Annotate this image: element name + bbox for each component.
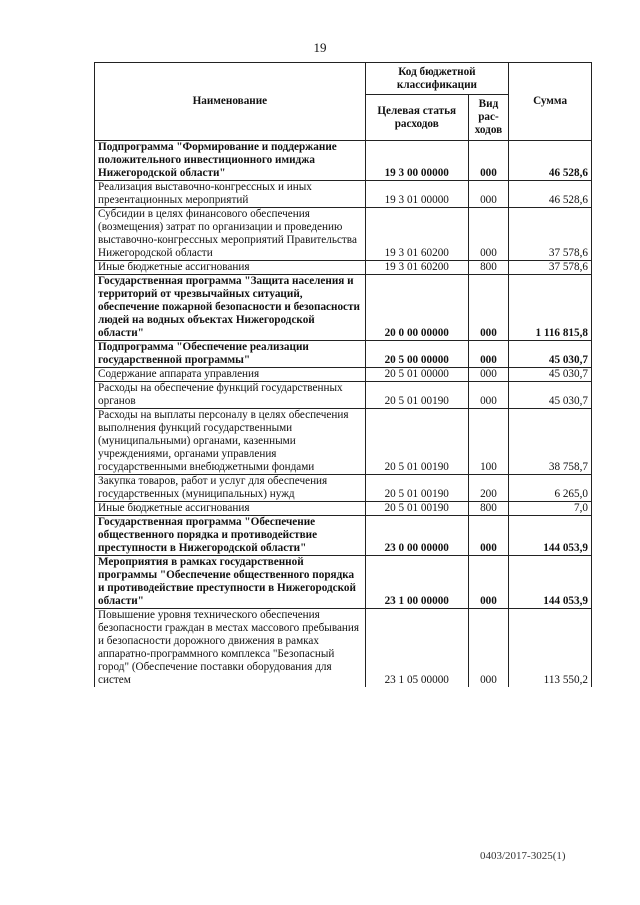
header-code-group: Код бюджетной классификации — [365, 63, 508, 95]
table-row — [95, 368, 592, 382]
header-expense-type: Вид рас-ходов — [468, 95, 508, 141]
header-name: Наименование — [95, 63, 366, 141]
row-sum-cell: 45 030,7 — [509, 368, 592, 382]
budget-table — [94, 62, 592, 687]
row-sum-cell: 7,0 — [509, 502, 592, 516]
table-row — [95, 475, 592, 502]
row-name-cell: Повышение уровня технического обеспечения безопасности граждан в местах массового пребывания и безопасности дорожного движения в рамках аппаратно-программного комплекса "Безопасный город" (Обеспечение поставки оборудования для систем — [95, 609, 366, 688]
row-expense-type-cell: 000 — [468, 208, 508, 261]
row-target-article-cell: 20 5 00 00000 — [365, 341, 468, 368]
row-sum-cell: 38 758,7 — [509, 409, 592, 475]
table-header — [95, 63, 592, 141]
table-row — [95, 208, 592, 261]
row-target-article-cell: 20 5 01 00190 — [365, 475, 468, 502]
row-expense-type-cell: 000 — [468, 516, 508, 556]
row-name-cell: Иные бюджетные ассигнования — [95, 502, 366, 516]
row-expense-type-cell: 000 — [468, 275, 508, 341]
row-name-cell: Субсидии в целях финансового обеспечения (возмещения) затрат по организации и проведению выставочно-конгрессных мероприятий Правительства Нижегородской области — [95, 208, 366, 261]
row-name-cell: Закупка товаров, работ и услуг для обеспечения государственных (муниципальных) нужд — [95, 475, 366, 502]
header-target-article: Целевая статья расходов — [365, 95, 468, 141]
row-expense-type-cell: 000 — [468, 382, 508, 409]
row-expense-type-cell: 000 — [468, 609, 508, 688]
row-target-article-cell: 23 1 05 00000 — [365, 609, 468, 688]
row-sum-cell: 37 578,6 — [509, 261, 592, 275]
page-number: 19 — [313, 40, 327, 55]
row-sum-cell: 45 030,7 — [509, 341, 592, 368]
row-sum-cell: 46 528,6 — [509, 141, 592, 181]
row-sum-cell: 144 053,9 — [509, 556, 592, 609]
table-row — [95, 181, 592, 208]
row-name-cell: Расходы на выплаты персоналу в целях обеспечения выполнения функций государственными (муниципальными) органами, казенными учреждениями, органами управления государственными внебюджетными фондами — [95, 409, 366, 475]
row-target-article-cell: 23 0 00 00000 — [365, 516, 468, 556]
row-sum-cell: 144 053,9 — [509, 516, 592, 556]
row-expense-type-cell: 800 — [468, 502, 508, 516]
row-target-article-cell: 20 5 01 00000 — [365, 368, 468, 382]
row-name-cell: Реализация выставочно-конгрессных и иных презентационных мероприятий — [95, 181, 366, 208]
row-sum-cell: 46 528,6 — [509, 181, 592, 208]
row-name-cell: Государственная программа "Обеспечение общественного порядка и противодействие преступности в Нижегородской области" — [95, 516, 366, 556]
row-sum-cell: 113 550,2 — [509, 609, 592, 688]
row-target-article-cell: 20 5 01 00190 — [365, 382, 468, 409]
table-row — [95, 382, 592, 409]
row-expense-type-cell: 000 — [468, 556, 508, 609]
row-expense-type-cell: 000 — [468, 181, 508, 208]
row-target-article-cell: 20 5 01 00190 — [365, 409, 468, 475]
row-target-article-cell: 23 1 00 00000 — [365, 556, 468, 609]
table-row — [95, 556, 592, 609]
row-target-article-cell: 19 3 01 60200 — [365, 261, 468, 275]
table-row — [95, 261, 592, 275]
row-name-cell: Расходы на обеспечение функций государственных органов — [95, 382, 366, 409]
row-expense-type-cell: 000 — [468, 341, 508, 368]
row-target-article-cell: 19 3 00 00000 — [365, 141, 468, 181]
table-row — [95, 516, 592, 556]
row-sum-cell: 1 116 815,8 — [509, 275, 592, 341]
row-name-cell: Подпрограмма "Формирование и поддержание положительного инвестиционного имиджа Нижегородской области" — [95, 141, 366, 181]
row-expense-type-cell: 000 — [468, 141, 508, 181]
table-row — [95, 502, 592, 516]
table-row — [95, 609, 592, 688]
row-target-article-cell: 20 0 00 00000 — [365, 275, 468, 341]
table-row — [95, 141, 592, 181]
row-expense-type-cell: 200 — [468, 475, 508, 502]
row-expense-type-cell: 000 — [468, 368, 508, 382]
header-sum: Сумма — [509, 63, 592, 141]
row-target-article-cell: 19 3 01 60200 — [365, 208, 468, 261]
row-name-cell: Иные бюджетные ассигнования — [95, 261, 366, 275]
row-name-cell: Подпрограмма "Обеспечение реализации государственной программы" — [95, 341, 366, 368]
table-row — [95, 275, 592, 341]
row-sum-cell: 37 578,6 — [509, 208, 592, 261]
row-sum-cell: 45 030,7 — [509, 382, 592, 409]
row-expense-type-cell: 100 — [468, 409, 508, 475]
table-body — [95, 141, 592, 688]
row-target-article-cell: 20 5 01 00190 — [365, 502, 468, 516]
table-row — [95, 409, 592, 475]
row-target-article-cell: 19 3 01 00000 — [365, 181, 468, 208]
row-name-cell: Государственная программа "Защита населения и территорий от чрезвычайных ситуаций, обеспечение пожарной безопасности и безопасности людей на водных объектах Нижегородской области" — [95, 275, 366, 341]
table-row — [95, 341, 592, 368]
row-name-cell: Мероприятия в рамках государственной программы "Обеспечение общественного порядка и противодействие преступности в Нижегородской области" — [95, 556, 366, 609]
row-name-cell: Содержание аппарата управления — [95, 368, 366, 382]
row-sum-cell: 6 265,0 — [509, 475, 592, 502]
document-code: 0403/2017-3025(1) — [480, 850, 566, 862]
row-expense-type-cell: 800 — [468, 261, 508, 275]
